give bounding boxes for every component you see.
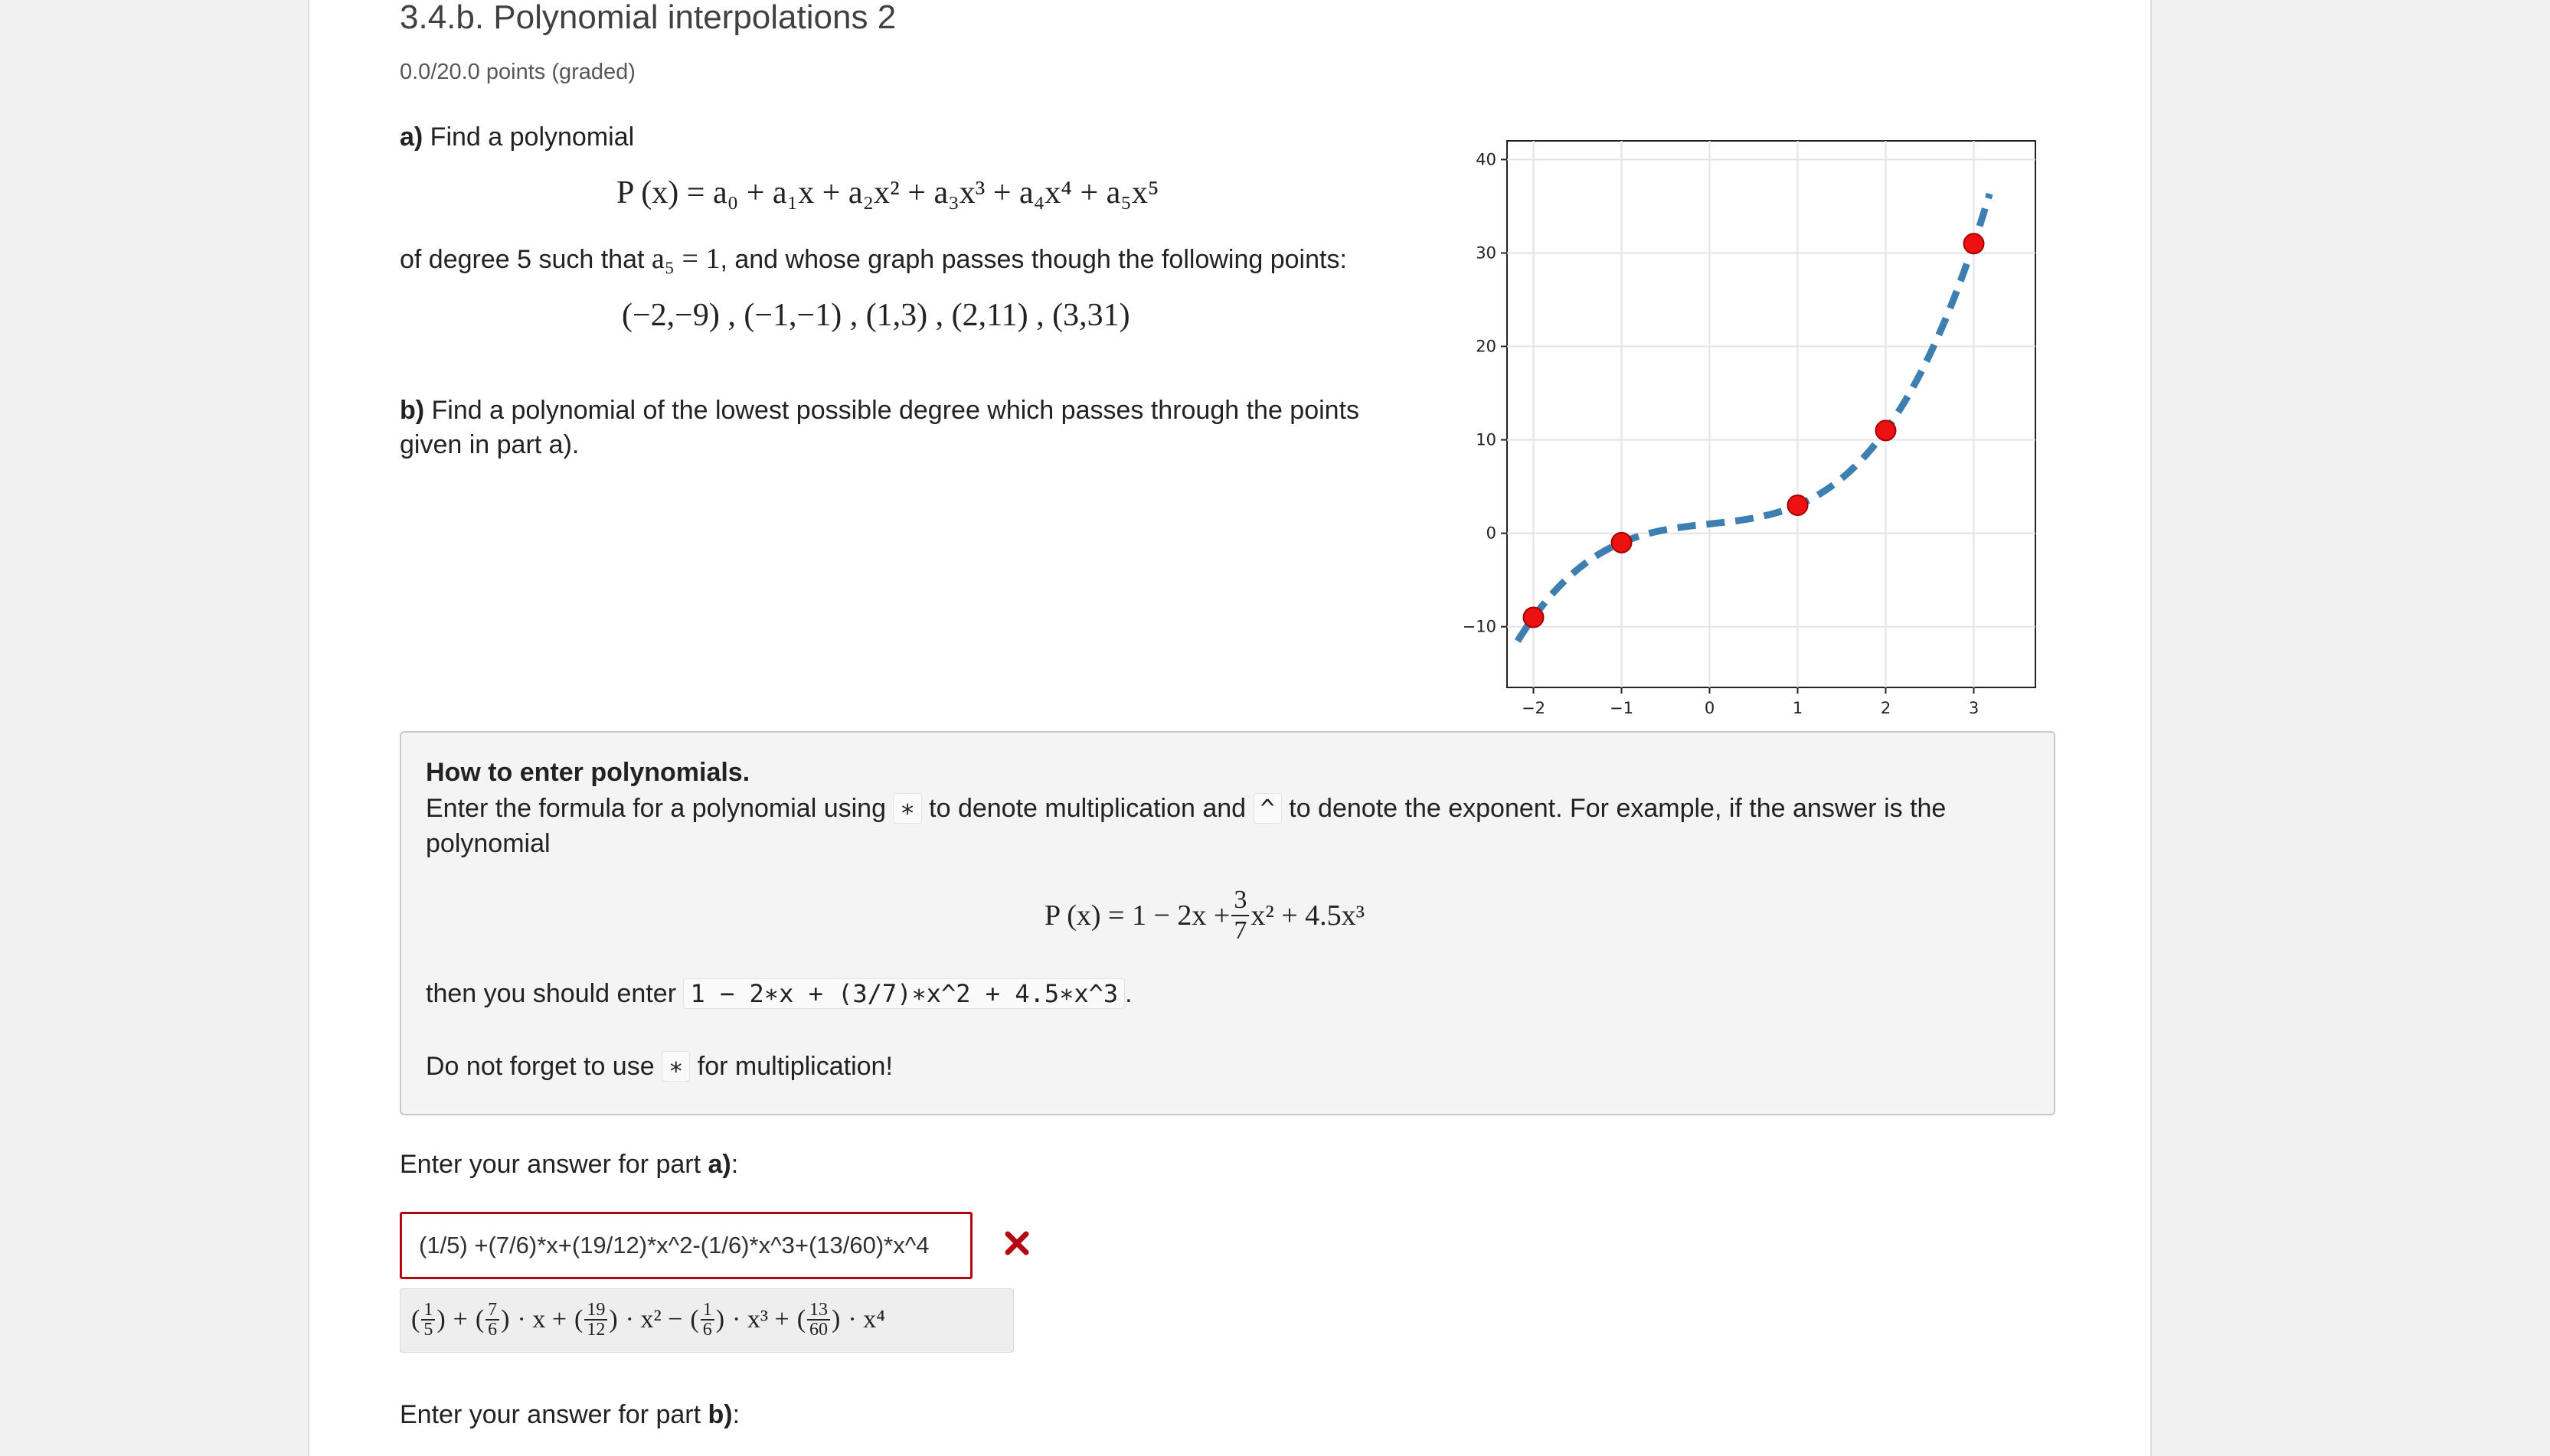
- how-to-enter-box: [400, 731, 2055, 1115]
- x-tick-label: 0: [1704, 699, 1715, 717]
- part-a-label: a): [400, 122, 423, 152]
- part-a-text: Find a polynomial: [423, 122, 635, 152]
- part-b-text: [400, 393, 1359, 462]
- preview-frac-2: $\frac{7}{6}$: [485, 1301, 499, 1339]
- problem-points: 0.0/20.0 points (graded): [400, 60, 636, 84]
- answer-b-prompt: Enter your answer for part b):: [400, 1400, 740, 1429]
- incorrect-icon: [1003, 1229, 1031, 1257]
- example-code: 1 − 2∗x + (3/7)∗x^2 + 4.5∗x^3: [683, 978, 1125, 1009]
- exp-symbol-code: ^: [1254, 793, 1282, 824]
- degree-pre: of degree 5 such that: [400, 245, 652, 274]
- degree-post: , and whose graph passes though the following points:: [720, 245, 1347, 274]
- points-list: (−2,−9) , (−1,−1) , (1,3) , (2,11) , (3,31): [622, 298, 1130, 333]
- interpolation-chart: [1440, 122, 2052, 735]
- data-point: [1612, 533, 1632, 553]
- y-tick-label: −10: [1462, 617, 1496, 636]
- y-tick-label: 30: [1476, 243, 1496, 263]
- data-point: [1964, 233, 1984, 253]
- preview-frac-3: $\frac{19}{12}$: [584, 1301, 607, 1339]
- info-line2: polynomial: [426, 829, 551, 858]
- enter-example-line: then you should enter 1 − 2∗x + (3/7)∗x^2 + 4.5∗x^3 .: [426, 979, 1133, 1008]
- example-fraction: $\frac{3}{7}$: [1231, 886, 1249, 945]
- answer-a-prompt: Enter your answer for part a):: [400, 1150, 739, 1179]
- x-tick-label: −1: [1610, 699, 1633, 717]
- answer-a-input[interactable]: [400, 1212, 973, 1279]
- x-tick-label: 3: [1968, 699, 1980, 717]
- info-line1: Enter the formula for a polynomial using ∗ to denote multiplication and ^ to denote the exponent. For example, if the answer is the: [426, 794, 1947, 823]
- problem-title: 3.4.b. Polynomial interpolations 2: [400, 0, 897, 36]
- part-b-label: b): [400, 396, 425, 425]
- preview-frac-4: $\frac{1}{6}$: [701, 1301, 714, 1339]
- x-tick-label: 1: [1792, 699, 1803, 717]
- example-polynomial: P (x) = 1 − 2x + $\frac{3}{7}$ x² + 4.5x³: [1045, 886, 1365, 945]
- x-tick-label: −2: [1522, 699, 1545, 717]
- y-tick-label: 10: [1476, 430, 1496, 449]
- y-tick-label: 20: [1476, 337, 1496, 356]
- y-tick-label: 40: [1476, 150, 1496, 169]
- preview-frac-1: $\frac{1}{5}$: [421, 1301, 435, 1339]
- info-heading: How to enter polynomials.: [426, 758, 750, 787]
- mult-symbol-code: ∗: [893, 793, 921, 824]
- data-point: [1524, 607, 1544, 627]
- y-tick-label: 0: [1486, 524, 1496, 543]
- preview-expression: ( $\frac{1}{5}$ ) + ( $\frac{7}{6}$ ) · x + ( $\frac{19}{12}$ ) · x² − ( $\frac{1}{6}$ ) · x³ + ( $\frac{13}{60}$ ) · x⁴: [411, 1300, 886, 1340]
- preview-frac-5: $\frac{13}{60}$: [807, 1301, 830, 1339]
- part-b-line2: given in part a).: [400, 430, 580, 459]
- reminder-line: Do not forget to use ∗ for multiplication!: [426, 1052, 893, 1081]
- part-b-line1: Find a polynomial of the lowest possible degree which passes through the points: [424, 396, 1360, 425]
- x-tick-label: 2: [1880, 699, 1891, 717]
- polynomial-formula: P (x) = a₀ + a₁x + a₂x² + a₃x³ + a₄x⁴ + a₅x⁵: [616, 175, 1159, 211]
- data-point: [1788, 495, 1808, 515]
- data-point: [1876, 420, 1896, 440]
- degree-condition-line: [400, 242, 1347, 276]
- part-a-intro: [400, 122, 634, 152]
- degree-condition-math: a₅ = 1: [651, 243, 721, 275]
- plot-area: [1507, 141, 2035, 687]
- answer-a-math-preview: [400, 1288, 1014, 1353]
- mult-symbol-code-2: ∗: [662, 1051, 690, 1082]
